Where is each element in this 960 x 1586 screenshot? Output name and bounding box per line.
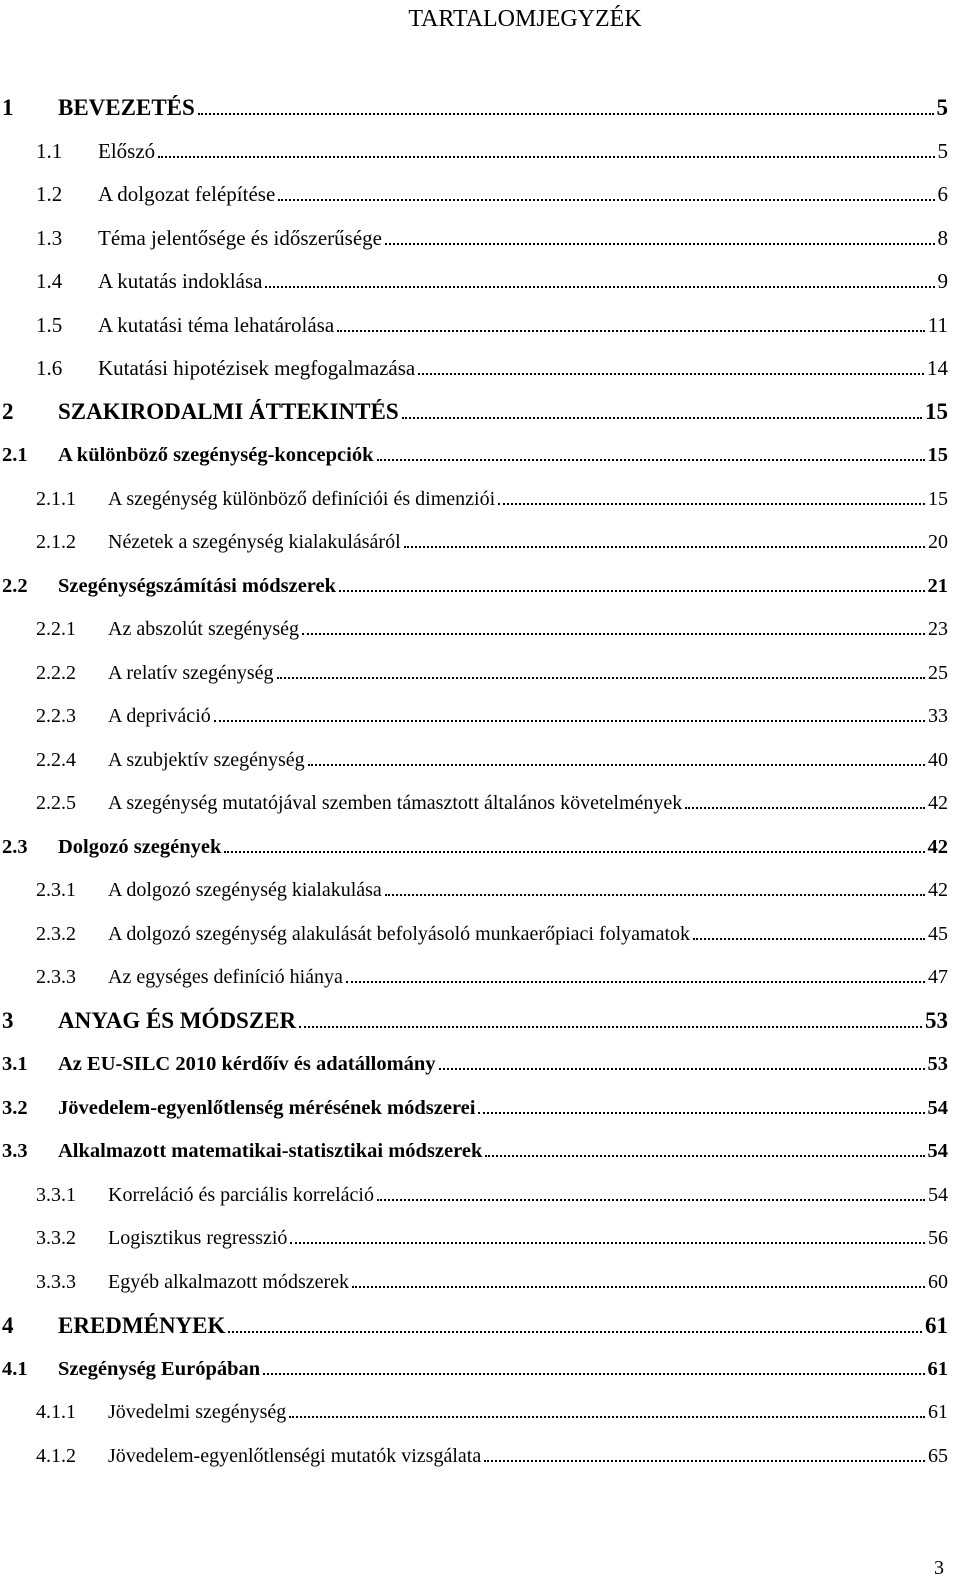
toc-entry-title: A különböző szegénység-koncepciók [58, 444, 374, 467]
toc-entry-page: 53 [927, 1053, 948, 1076]
toc-entry-line [108, 966, 948, 989]
leader-dots [352, 1286, 925, 1288]
toc-entry[interactable] [0, 565, 960, 609]
toc-entry-number: 2.2 [2, 574, 28, 597]
toc-entry-line [98, 269, 948, 294]
toc-entry[interactable] [0, 652, 960, 696]
leader-dots [498, 503, 925, 505]
toc-entry-page: 33 [928, 705, 948, 728]
page-title: TARTALOMJEGYZÉK [408, 6, 642, 32]
toc-entry-title: Korreláció és parciális korreláció [108, 1183, 374, 1206]
toc-entry-number: 3.1 [2, 1053, 28, 1076]
toc-entry-title: Az EU-SILC 2010 kérdőív és adatállomány [58, 1053, 436, 1076]
toc-entry-page: 54 [927, 1140, 948, 1163]
toc-entry-number: 2.2.3 [36, 705, 76, 728]
toc-entry-line [58, 1140, 948, 1163]
toc-entry-line [108, 1445, 948, 1468]
toc-entry-line [58, 1008, 948, 1034]
toc-entry[interactable] [0, 1000, 960, 1044]
toc-entry-page: 6 [937, 182, 948, 207]
table-of-contents [0, 86, 960, 1478]
toc-entry-page: 65 [928, 1444, 948, 1467]
toc-entry-page: 45 [928, 922, 948, 945]
toc-entry-title: Jövedelem-egyenlőtlenségi mutatók vizsgálata [108, 1444, 482, 1467]
toc-entry-page: 9 [937, 269, 948, 294]
toc-entry-line [108, 749, 948, 772]
toc-entry-page: 11 [927, 312, 948, 337]
leader-dots [377, 459, 925, 461]
toc-entry-page: 47 [928, 966, 948, 989]
toc-entry-title: Az egységes definíció hiánya [108, 966, 343, 989]
toc-entry[interactable] [0, 739, 960, 783]
toc-entry-line [58, 1097, 948, 1120]
toc-entry-title: BEVEZETÉS [58, 94, 195, 120]
toc-entry-page: 5 [937, 138, 948, 163]
toc-entry-line [98, 182, 948, 207]
leader-dots [693, 938, 925, 940]
toc-entry-page: 25 [928, 661, 948, 684]
toc-entry-title: Jövedelem-egyenlőtlenség mérésének módszerei [58, 1096, 476, 1119]
toc-entry-number: 3.3.3 [36, 1270, 76, 1293]
toc-entry-number: 3.3.1 [36, 1183, 76, 1206]
toc-entry-page: 15 [928, 487, 948, 510]
toc-entry-page: 23 [928, 618, 948, 641]
toc-entry[interactable] [0, 173, 960, 217]
toc-entry[interactable] [0, 695, 960, 739]
toc-entry-title: A depriváció [108, 705, 211, 728]
toc-entry[interactable] [0, 1435, 960, 1479]
toc-entry-page: 61 [927, 1357, 948, 1380]
toc-entry-page: 15 [925, 399, 948, 425]
toc-entry-page: 15 [927, 444, 948, 467]
toc-entry-title: EREDMÉNYEK [58, 1312, 226, 1338]
toc-entry-line [108, 1184, 948, 1207]
toc-entry[interactable] [0, 434, 960, 478]
toc-entry-title: A dolgozó szegénység alakulását befolyásoló munkaerőpiaci folyamatok [108, 922, 691, 945]
toc-entry-number: 4.1 [2, 1357, 28, 1380]
toc-entry-line [58, 1313, 948, 1339]
leader-dots [346, 981, 925, 983]
leader-dots [277, 677, 926, 679]
toc-entry[interactable] [0, 1043, 960, 1087]
toc-entry-number: 2.2.2 [36, 661, 76, 684]
toc-entry-title: ANYAG ÉS MÓDSZER [58, 1008, 297, 1034]
toc-entry-number: 2.3.2 [36, 922, 76, 945]
toc-entry-title: Szegénység Európában [58, 1357, 261, 1380]
toc-entry-page: 42 [927, 835, 948, 858]
leader-dots [484, 1460, 925, 1462]
toc-entry-number: 3.3 [2, 1140, 28, 1163]
toc-entry-page: 14 [927, 356, 948, 381]
toc-entry-title: A kutatási téma lehatárolása [98, 312, 335, 337]
leader-dots [224, 851, 924, 853]
toc-entry[interactable] [0, 1217, 960, 1261]
toc-entry-title: Dolgozó szegények [58, 835, 222, 858]
toc-entry-number: 4.1.1 [36, 1401, 76, 1424]
leader-dots [377, 1199, 925, 1201]
toc-entry[interactable] [0, 260, 960, 304]
toc-entry-title: A szegénység különböző definíciói és dimenziói [108, 487, 496, 510]
toc-entry-line [58, 1053, 948, 1076]
leader-dots [385, 243, 935, 245]
leader-dots [263, 1373, 924, 1375]
toc-entry-title: Logisztikus regresszió [108, 1227, 288, 1250]
toc-entry-number: 3.2 [2, 1096, 28, 1119]
toc-entry-number: 1.5 [36, 312, 63, 337]
toc-entry-line [108, 792, 948, 815]
toc-entry-title: Kutatási hipotézisek megfogalmazása [98, 356, 416, 381]
toc-entry-page: 40 [928, 748, 948, 771]
leader-dots [198, 113, 934, 115]
toc-entry-number: 1.3 [36, 225, 63, 250]
toc-entry-number: 2.1 [2, 444, 28, 467]
leader-dots [308, 764, 925, 766]
toc-entry[interactable] [0, 130, 960, 174]
toc-entry-title: Téma jelentősége és időszerűsége [98, 225, 382, 250]
leader-dots [337, 330, 925, 332]
toc-entry-line [108, 488, 948, 511]
leader-dots [158, 156, 934, 158]
toc-entry[interactable] [0, 1130, 960, 1174]
toc-entry[interactable] [0, 304, 960, 348]
leader-dots [404, 546, 925, 548]
toc-entry[interactable] [0, 913, 960, 957]
toc-entry-number: 1 [2, 94, 14, 120]
toc-entry[interactable] [0, 1391, 960, 1435]
toc-entry-number: 2.3.3 [36, 966, 76, 989]
leader-dots [439, 1068, 925, 1070]
toc-entry-number: 3 [2, 1008, 14, 1034]
toc-entry-title: A kutatás indoklása [98, 269, 263, 294]
toc-entry-page: 42 [928, 879, 948, 902]
toc-entry-title: Előszó [98, 138, 156, 163]
toc-entry-line [108, 1401, 948, 1424]
page-number: 3 [934, 1557, 944, 1579]
toc-entry-line [98, 139, 948, 164]
leader-dots [302, 633, 925, 635]
toc-entry-title: A dolgozó szegénység kialakulása [108, 879, 382, 902]
leader-dots [478, 1112, 924, 1114]
toc-entry-number: 2.2.1 [36, 618, 76, 641]
toc-entry-title: SZAKIRODALMI ÁTTEKINTÉS [58, 399, 399, 425]
toc-entry[interactable] [0, 956, 960, 1000]
toc-entry-line [58, 1358, 948, 1381]
toc-entry-title: A relatív szegénység [108, 661, 274, 684]
toc-entry-page: 20 [928, 531, 948, 554]
toc-entry-line [98, 313, 948, 338]
toc-entry-title: Alkalmazott matematikai-statisztikai módszerek [58, 1140, 483, 1163]
toc-entry-line [58, 95, 948, 121]
toc-entry-page: 56 [928, 1227, 948, 1250]
toc-entry[interactable] [0, 608, 960, 652]
toc-entry[interactable] [0, 782, 960, 826]
toc-entry-page: 5 [936, 94, 948, 120]
leader-dots [228, 1331, 922, 1333]
toc-entry-line [108, 923, 948, 946]
leader-dots [339, 590, 924, 592]
leader-dots [289, 1416, 925, 1418]
leader-dots [290, 1242, 925, 1244]
toc-entry-number: 2 [2, 399, 14, 425]
toc-entry-title: Az abszolút szegénység [108, 618, 300, 641]
toc-entry-line [108, 1227, 948, 1250]
toc-entry-page: 53 [925, 1008, 948, 1034]
toc-entry-number: 1.2 [36, 182, 63, 207]
toc-entry[interactable] [0, 391, 960, 435]
toc-entry[interactable] [0, 217, 960, 261]
toc-entry-page: 61 [928, 1401, 948, 1424]
leader-dots [214, 720, 925, 722]
toc-entry-number: 1.1 [36, 138, 63, 163]
toc-entry-number: 2.1.1 [36, 487, 76, 510]
toc-entry-title: Szegénységszámítási módszerek [58, 574, 337, 597]
toc-entry-line [108, 879, 948, 902]
leader-dots [402, 417, 922, 419]
toc-entry-line [58, 836, 948, 859]
toc-entry-number: 2.2.4 [36, 748, 76, 771]
toc-entry-title: Nézetek a szegénység kialakulásáról [108, 531, 401, 554]
toc-entry[interactable] [0, 1087, 960, 1131]
toc-entry-number: 4.1.2 [36, 1444, 76, 1467]
toc-entry-number: 4 [2, 1312, 14, 1338]
toc-entry-line [58, 399, 948, 425]
leader-dots [485, 1155, 924, 1157]
toc-entry-number: 2.3 [2, 835, 28, 858]
leader-dots [265, 286, 934, 288]
toc-entry-page: 60 [928, 1270, 948, 1293]
toc-entry[interactable] [0, 1348, 960, 1392]
toc-entry[interactable] [0, 1304, 960, 1348]
toc-entry-number: 2.1.2 [36, 531, 76, 554]
toc-entry-number: 2.2.5 [36, 792, 76, 815]
toc-entry[interactable] [0, 1261, 960, 1305]
toc-entry[interactable] [0, 521, 960, 565]
toc-entry-title: Egyéb alkalmazott módszerek [108, 1270, 350, 1293]
toc-entry-title: A szubjektív szegénység [108, 748, 305, 771]
toc-entry-title: A dolgozat felépítése [98, 182, 276, 207]
toc-entry-line [108, 1271, 948, 1294]
toc-entry-number: 1.4 [36, 269, 63, 294]
toc-entry-number: 1.6 [36, 356, 63, 381]
toc-entry-line [108, 618, 948, 641]
leader-dots [385, 894, 925, 896]
leader-dots [278, 199, 934, 201]
toc-entry-page: 54 [927, 1096, 948, 1119]
toc-entry-line [98, 226, 948, 251]
leader-dots [418, 373, 924, 375]
toc-entry-number: 3.3.2 [36, 1227, 76, 1250]
toc-entry-line [108, 531, 948, 554]
toc-entry[interactable] [0, 478, 960, 522]
toc-entry-number: 2.3.1 [36, 879, 76, 902]
toc-entry[interactable] [0, 1174, 960, 1218]
toc-entry-page: 54 [928, 1183, 948, 1206]
leader-dots [685, 807, 925, 809]
toc-entry-page: 8 [937, 225, 948, 250]
toc-entry[interactable] [0, 86, 960, 130]
toc-entry-page: 61 [925, 1312, 948, 1338]
toc-entry-line [108, 705, 948, 728]
toc-entry-line [58, 444, 948, 467]
toc-entry-line [98, 356, 948, 381]
toc-entry-line [58, 575, 948, 598]
toc-entry-page: 42 [928, 792, 948, 815]
toc-entry-line [108, 662, 948, 685]
toc-entry-page: 21 [927, 574, 948, 597]
toc-entry-title: Jövedelmi szegénység [108, 1401, 287, 1424]
toc-entry[interactable] [0, 869, 960, 913]
toc-entry-title: A szegénység mutatójával szemben támasztott általános követelmények [108, 792, 683, 815]
toc-entry[interactable] [0, 347, 960, 391]
toc-entry[interactable] [0, 826, 960, 870]
leader-dots [299, 1026, 922, 1028]
